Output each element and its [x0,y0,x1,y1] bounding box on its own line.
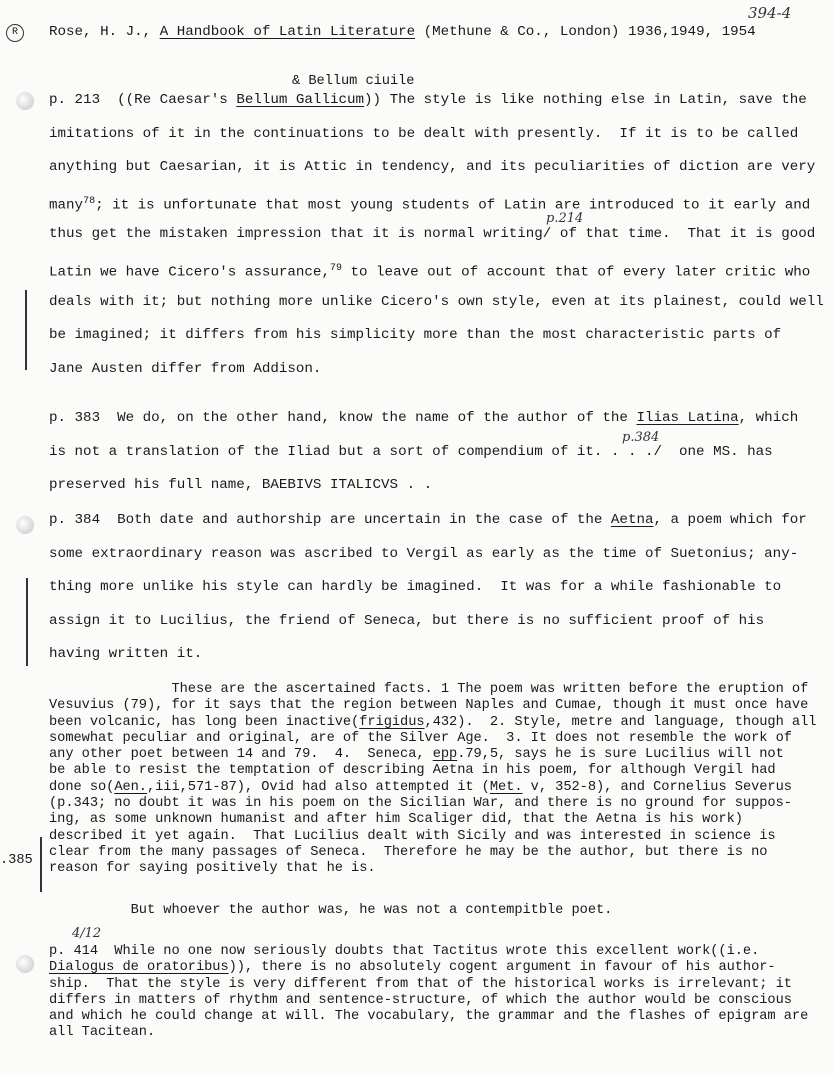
margin-note-385: .385 [0,853,33,868]
text-segment: v, 352-8), and Cornelius Severus [522,779,792,795]
text-line [49,638,807,672]
paragraph-p383 [49,402,798,503]
text-line [49,747,816,763]
text-line [49,151,824,185]
text-segment: be imagined; it differs from his simplicity more than the most characteristic parts of [49,327,782,344]
text-segment: is not a translation of the Iliad but a sort of compendium of it. . . ./ one MS. has [49,443,773,460]
text-segment: These are the ascertained facts. 1 The poem was written before the eruption of [49,682,809,697]
text-line [49,731,816,747]
paragraph-p213 [49,84,824,386]
text-line [49,504,807,538]
text-line [49,715,816,731]
text-line [49,960,808,976]
conclusion-line: But whoever the author was, he was not a contempitble poet. [49,903,613,918]
underlined-title: Ilias Latina [636,410,739,426]
text-line [49,1025,808,1041]
underlined-title: Aetna [610,512,654,528]
margin-note-p384: p.384 [622,430,660,445]
text-segment: Vesuvius (79), for it says that the region between Naples and Cumae, though it must once have [49,698,809,714]
text-segment: ,iii,571-87), Ovid had also attempted it ( [146,779,490,795]
text-segment: , a poem which for [653,512,807,528]
citation-header [49,24,756,40]
text-segment: some extraordinary reason was ascribed to Vergil as early as the time of Suetonius; any- [49,545,799,562]
circled-mark-icon: R [6,24,24,42]
text-line [49,118,824,152]
underlined-title: Dialogus de oratoribus [49,960,229,976]
text-segment: and which he could change at will. The vocabulary, the grammar and the flashes of epigram are [49,1009,809,1025]
text-segment: described it yet again. That Lucilius dealt with Sicily and was interested in science is [49,828,776,844]
punch-hole-icon [16,955,34,973]
text-segment: been volcanic, has long been inactive( [49,714,360,730]
margin-note-p214: p.214 [546,211,584,226]
text-segment: .79,5, says he is sure Lucilius will not [457,747,784,763]
text-segment: thing more unlike his style can hardly be imagined. It was for a while fashionable to [49,579,782,596]
text-line [49,780,816,796]
text-line [49,845,816,861]
text-segment: ship. That the style is very different from that of the historical works is irrelevant; it [49,976,792,992]
text-line [49,944,808,960]
underlined-title: Met. [489,779,523,795]
margin-line [40,837,42,892]
text-segment: preserved his full name, BAEBIVS ITALICVS . . [49,477,433,494]
underlined-title: frigidus [359,714,425,730]
text-segment: )) The style is like nothing else in Latin, save the [364,92,807,108]
text-line [49,538,807,572]
footnote-ref: 78 [83,195,96,207]
margin-line [25,290,27,370]
text-segment: be able to resist the temptation of describing Aetna in his poem, for although Vergil had [49,763,776,779]
text-segment: any other poet between 14 and 79. 4. Seneca, [49,747,433,763]
text-line [49,763,816,779]
text-line [49,469,798,503]
text-line [49,682,816,698]
text-line [49,812,816,828]
text-line [49,286,824,320]
text-segment: (p.343; no doubt it was in his poem on the Sicilian War, and there is no ground for suppos- [49,796,792,812]
text-segment: p. 383 We do, on the other hand, know the name of the author of the [49,410,637,426]
text-segment: Jane Austen differ from Addison. [49,360,322,377]
text-line [49,252,824,286]
text-line [49,218,824,252]
text-segment: somewhat peculiar and original, are of the Silver Age. 3. It does not resemble the work of [49,730,792,746]
text-segment: , which [738,410,799,426]
text-line [49,977,808,993]
text-segment: having written it. [49,646,203,663]
text-segment: deals with it; but nothing more unlike Cicero's own style, even at its plainest, could well [49,293,824,310]
text-line [49,993,808,1009]
text-segment: assign it to Lucilius, the friend of Seneca, but there is no sufficient proof of his [49,612,765,629]
insert-note: & Bellum ciuile [292,74,415,89]
text-line [49,319,824,353]
margin-note-412: 4/12 [72,926,102,941]
page-reference-note: 394-4 [748,4,792,22]
text-line [49,436,798,470]
text-segment: differs in matters of rhythm and sentence-structure, of which the author would be conscious [49,992,792,1008]
citation-text: Rose, H. J., [49,24,160,40]
book-title: A Handbook of Latin Literature [159,24,416,40]
text-line [49,605,807,639]
paragraph-p412 [49,944,808,1042]
text-segment: reason for saying positively that he is. [49,861,376,877]
text-segment: to leave out of account that of every later critic who [341,264,811,281]
underlined-title: Aen. [114,779,147,795]
text-segment: ing, as some unknown humanist and after him Scaliger did, that the Aetna is his work) [49,812,743,828]
citation-text: (Methune & Co., London) 1936,1949, 1954 [415,24,756,40]
text-line [49,796,816,812]
paragraph-p384 [49,504,807,672]
text-segment: thus get the mistaken impression that it is normal writing/ of that time. That it is good [49,226,816,243]
text-line [49,402,798,436]
text-segment: many [49,197,84,214]
punch-hole-icon [16,516,34,534]
footnote-ref: 79 [329,262,342,274]
text-line [49,861,816,877]
text-line [49,84,824,118]
text-line [49,1009,808,1025]
text-line [49,698,816,714]
punch-hole-icon [16,92,34,110]
text-segment: p. 384 Both date and authorship are uncertain in the case of the [49,512,611,528]
underlined-title: Bellum Gallicum [236,92,365,108]
text-segment: )), there is no absolutely cogent argument in favour of his author- [228,960,776,976]
margin-line [26,578,28,666]
paragraph-facts [49,682,816,878]
text-segment: ; it is unfortunate that most young students of Latin are introduced to it early and [95,197,811,214]
underlined-title: epp [432,747,458,763]
text-line [49,185,824,219]
text-segment: done so( [49,779,115,795]
text-segment: all Tacitean. [49,1025,156,1041]
text-segment: anything but Caesarian, it is Attic in tendency, and its peculiarities of diction are very [49,159,816,176]
text-segment: p. 213 ((Re Caesar's [49,92,237,108]
text-segment: Latin we have Cicero's assurance, [49,264,330,281]
text-segment: imitations of it in the continuations to be dealt with presently. If it is to be called [49,125,799,142]
text-segment: p. 414 While no one now seriously doubts that Tactitus wrote this excellent work((i.e. [49,944,760,959]
text-segment: ,432). 2. Style, metre and language, though all [424,714,817,730]
text-line [49,829,816,845]
text-line [49,353,824,387]
text-segment: clear from the many passages of Seneca. Therefore he may be the author, but there is no [49,844,768,860]
text-line [49,571,807,605]
